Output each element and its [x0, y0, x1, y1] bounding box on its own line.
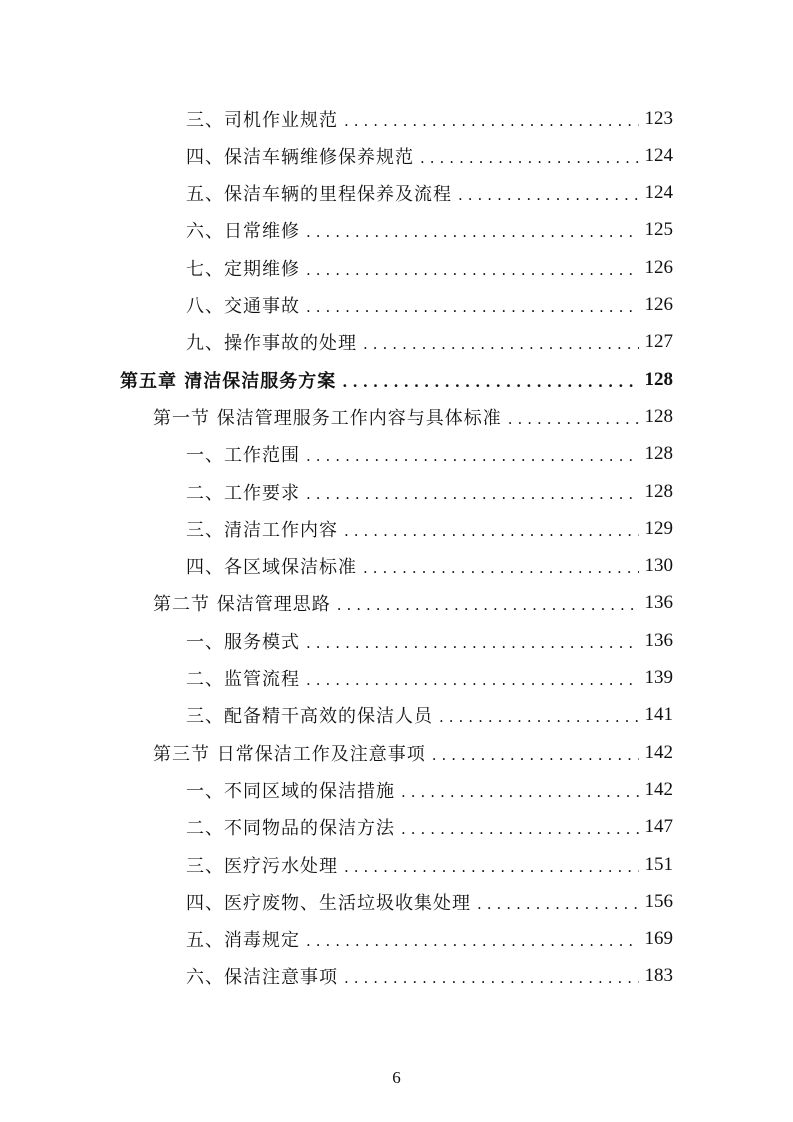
dot-leader	[342, 373, 638, 391]
toc-entry-title: 二、不同物品的保洁方法	[186, 818, 395, 840]
toc-subsection-entry[interactable]	[186, 137, 673, 174]
toc-entry-page: 124	[644, 182, 673, 204]
toc-entry-title: 七、定期维修	[186, 258, 300, 280]
toc-entry-page: 183	[644, 965, 673, 987]
toc-subsection-entry[interactable]	[186, 921, 673, 958]
toc-subsection-entry[interactable]	[186, 771, 673, 808]
dot-leader	[401, 783, 639, 801]
dot-leader	[401, 820, 639, 838]
toc-entry-page: 147	[644, 816, 673, 838]
toc-section-entry[interactable]	[153, 734, 673, 771]
toc-subsection-entry[interactable]	[186, 622, 673, 659]
dot-leader	[306, 932, 639, 950]
toc-entry-title: 四、保洁车辆维修保养规范	[186, 146, 414, 168]
toc-subsection-entry[interactable]	[186, 249, 673, 286]
dot-leader	[306, 671, 639, 689]
toc-entry-title: 三、医疗污水处理	[186, 855, 338, 877]
dot-leader	[458, 186, 639, 204]
toc-entry-page: 123	[644, 107, 673, 129]
toc-entry-page: 124	[644, 144, 673, 166]
toc-entry-page: 141	[644, 704, 673, 726]
toc-entry-page: 169	[644, 928, 673, 950]
toc-entry-page: 127	[644, 331, 673, 353]
toc-subsection-entry[interactable]	[186, 697, 673, 734]
dot-leader	[344, 522, 639, 540]
toc-subsection-entry[interactable]	[186, 473, 673, 510]
page-number: 6	[392, 1068, 401, 1087]
toc-entry-title: 六、保洁注意事项	[186, 967, 338, 989]
dot-leader	[432, 746, 639, 764]
toc-entry-title: 五、保洁车辆的里程保养及流程	[186, 184, 452, 206]
toc-entry-title: 三、配备精干高效的保洁人员	[186, 706, 433, 728]
toc-entry-page: 126	[644, 294, 673, 315]
dot-leader	[477, 895, 639, 913]
toc-entry-title: 二、监管流程	[186, 669, 300, 690]
dot-leader	[363, 559, 639, 577]
toc-entry-page: 156	[644, 890, 673, 912]
toc-section-entry[interactable]	[153, 585, 673, 622]
toc-subsection-entry[interactable]	[186, 809, 673, 846]
toc-entry-page: 136	[644, 592, 673, 614]
toc-entry-title: 六、日常维修	[186, 221, 300, 243]
toc-subsection-entry[interactable]	[186, 324, 673, 361]
dot-leader	[344, 112, 639, 130]
dot-leader	[420, 149, 639, 167]
toc-entry-page: 125	[644, 219, 673, 241]
toc-subsection-entry[interactable]	[186, 287, 673, 324]
dot-leader	[363, 335, 639, 353]
toc-entry-page: 126	[644, 256, 673, 278]
toc-subsection-entry[interactable]	[186, 883, 673, 920]
toc-chapter-entry[interactable]	[120, 361, 673, 398]
dot-leader	[306, 223, 639, 241]
dot-leader	[508, 410, 639, 428]
toc-subsection-entry[interactable]	[186, 958, 673, 995]
toc-subsection-entry[interactable]	[186, 175, 673, 212]
toc-subsection-entry[interactable]	[186, 548, 673, 585]
toc-entry-page: 129	[644, 517, 673, 539]
toc-entry-page: 128	[644, 443, 673, 465]
toc-entry-title: 一、服务模式	[186, 631, 300, 653]
toc-entry-page: 139	[644, 667, 673, 688]
toc-subsection-entry[interactable]	[186, 436, 673, 473]
dot-leader	[306, 261, 639, 279]
toc-entry-page: 151	[644, 853, 673, 875]
toc-entry-title: 一、工作范围	[186, 445, 300, 467]
dot-leader	[344, 858, 639, 876]
toc-entry-page: 128	[644, 368, 673, 390]
toc-entry-page: 128	[644, 405, 673, 427]
toc-subsection-entry[interactable]	[186, 510, 673, 547]
toc-subsection-entry[interactable]	[186, 660, 673, 697]
toc-entry-page: 136	[644, 629, 673, 651]
toc-entry-title: 第一节 保洁管理服务工作内容与具体标准	[153, 407, 502, 429]
dot-leader	[344, 969, 639, 987]
toc-entry-page: 142	[644, 741, 673, 763]
toc-section-entry[interactable]	[153, 398, 673, 435]
toc-entry-title: 第五章 清洁保洁服务方案	[120, 370, 337, 392]
dot-leader	[306, 485, 639, 503]
toc-entry-title: 四、医疗废物、生活垃圾收集处理	[186, 892, 471, 914]
toc-subsection-entry[interactable]	[186, 846, 673, 883]
dot-leader	[306, 634, 639, 652]
toc-entry-title: 三、司机作业规范	[186, 109, 338, 131]
dot-leader	[306, 298, 639, 316]
dot-leader	[439, 708, 639, 726]
dot-leader	[337, 596, 639, 614]
toc-entry-page: 130	[644, 555, 673, 577]
toc-entry-title: 五、消毒规定	[186, 930, 300, 952]
toc-entry-title: 三、清洁工作内容	[186, 519, 338, 541]
toc-entry-title: 八、交通事故	[186, 296, 300, 317]
toc-entry-title: 四、各区域保洁标准	[186, 557, 357, 579]
toc-entry-page: 142	[644, 778, 673, 800]
toc-entry-title: 第三节 日常保洁工作及注意事项	[153, 743, 426, 765]
toc-entry-title: 第二节 保洁管理思路	[153, 594, 331, 616]
toc-entry-title: 二、工作要求	[186, 482, 300, 504]
toc-entry-page: 128	[644, 480, 673, 502]
toc-subsection-entry[interactable]	[186, 212, 673, 249]
toc-entry-title: 一、不同区域的保洁措施	[186, 780, 395, 802]
toc-subsection-entry[interactable]	[186, 100, 673, 137]
dot-leader	[306, 447, 639, 465]
toc-entry-title: 九、操作事故的处理	[186, 333, 357, 355]
